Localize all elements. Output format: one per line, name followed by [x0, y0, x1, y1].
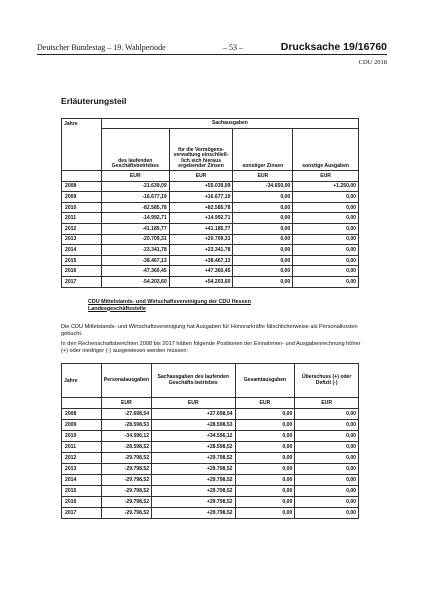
row-value-c: 0,00 [235, 442, 295, 453]
row-value-c: 0,00 [233, 202, 293, 213]
row-year: 2013 [62, 234, 102, 245]
row-year: 2016 [62, 266, 102, 277]
row-value-a: -54.203,60 [101, 276, 169, 287]
row-value-b: +47.360,45 [169, 266, 233, 277]
row-value-c: 0,00 [235, 409, 295, 420]
row-value-a: -27.698,54 [101, 409, 151, 420]
table2-unit: EUR [152, 398, 235, 409]
paragraph-rechenschaftsberichte: In den Rechenschaftsberichten 2008 bis 2017 hätten folgende Positionen der Einnahmen- und Ausgabenrechnung höher (+) oder niedriger (-) ausgewiesen werden müssen: [61, 341, 361, 354]
row-year: 2013 [62, 464, 102, 475]
row-value-a: -38.467,13 [101, 255, 169, 266]
row-value-b: +38.467,13 [169, 255, 233, 266]
header-periodical: Deutscher Bundestag – 19. Wahlperiode [37, 43, 166, 52]
row-value-d: 0,00 [295, 464, 359, 475]
row-value-a: -29.798,52 [101, 486, 151, 497]
table1-header-col-c: sonstiger Zinsen [233, 129, 293, 171]
row-value-c: -34.650,00 [233, 181, 293, 192]
table-row [62, 213, 359, 224]
row-year: 2009 [62, 192, 102, 203]
table1-unit-row [62, 171, 359, 182]
row-value-a: -14.992,71 [101, 213, 169, 224]
row-value-d: 0,00 [293, 223, 359, 234]
row-value-d: 0,00 [293, 192, 359, 203]
row-value-d: 0,00 [293, 276, 359, 287]
row-value-b: +28.598,53 [152, 420, 235, 431]
row-year: 2012 [62, 223, 102, 234]
table1-unit: EUR [169, 171, 233, 182]
row-value-d: 0,00 [293, 213, 359, 224]
row-value-a: -82.585,78 [101, 202, 169, 213]
row-value-b: +29.798,52 [152, 464, 235, 475]
table-sachausgaben [61, 118, 359, 288]
row-value-b: +55.039,09 [169, 181, 233, 192]
document-tag: CDU 2018 [358, 59, 387, 66]
row-value-c: 0,00 [233, 213, 293, 224]
row-value-b: +20.709,31 [169, 234, 233, 245]
row-year: 2011 [62, 213, 102, 224]
table1-unit-year [62, 171, 102, 182]
paragraph-honorarkraefte: Die CDU Mittelstands- und Wirtschaftsvereinigung hat Ausgaben für Honorarkräfte fälschlicherweise als Personalkosten gebucht. [61, 324, 358, 337]
row-value-a: -29.798,52 [101, 475, 151, 486]
row-value-d: +1.250,00 [293, 181, 359, 192]
row-value-c: 0,00 [235, 497, 295, 508]
row-value-a: -29.798,52 [101, 508, 151, 519]
document-number [281, 41, 387, 53]
row-value-b: +34.596,12 [152, 431, 235, 442]
row-value-c: 0,00 [233, 276, 293, 287]
row-year: 2008 [62, 409, 102, 420]
row-value-b: +54.203,60 [169, 276, 233, 287]
row-value-d: 0,00 [295, 508, 359, 519]
row-value-c: 0,00 [235, 475, 295, 486]
page-number: – 53 – [223, 43, 243, 52]
table-row [62, 464, 359, 475]
document-number-label: Drucksache 19/ [280, 41, 358, 53]
table-row [62, 442, 359, 453]
row-value-a: -16.677,19 [101, 192, 169, 203]
table1-unit: EUR [293, 171, 359, 182]
row-value-a: -28.598,52 [101, 442, 151, 453]
table1-header-col-b: für die Vermögens-verwaltung einschließ-lich sich hieraus ergebender Zinsen [169, 129, 233, 171]
row-value-c: 0,00 [233, 192, 293, 203]
header-rule [37, 54, 387, 55]
row-year: 2009 [62, 420, 102, 431]
row-value-b: +27.698,54 [152, 409, 235, 420]
table-row [62, 276, 359, 287]
table2-unit: EUR [235, 398, 295, 409]
table-row [62, 497, 359, 508]
table-row [62, 475, 359, 486]
row-value-d: 0,00 [295, 442, 359, 453]
row-value-c: 0,00 [233, 234, 293, 245]
row-value-d: 0,00 [293, 234, 359, 245]
table1-body [62, 181, 359, 287]
table2-header-col-b: Sachausgaben des laufenden Geschäfts-betriebes [152, 364, 235, 398]
table2-unit: EUR [101, 398, 151, 409]
row-year: 2012 [62, 453, 102, 464]
row-value-d: 0,00 [293, 255, 359, 266]
row-value-d: 0,00 [293, 202, 359, 213]
table-row [62, 181, 359, 192]
table-row [62, 486, 359, 497]
table2-header-col-c: Gesamtausgaben [235, 364, 295, 398]
table-row [62, 453, 359, 464]
row-value-d: 0,00 [295, 497, 359, 508]
row-value-c: 0,00 [233, 266, 293, 277]
row-value-a: -23.341,78 [101, 245, 169, 256]
table-row [62, 192, 359, 203]
row-value-d: 0,00 [295, 453, 359, 464]
row-value-d: 0,00 [295, 431, 359, 442]
row-value-d: 0,00 [295, 475, 359, 486]
row-value-c: 0,00 [235, 431, 295, 442]
row-value-b: +41.185,77 [169, 223, 233, 234]
table2-header-col-a: Personalausgaben [101, 364, 151, 398]
row-value-a: -28.598,53 [101, 420, 151, 431]
table-row [62, 508, 359, 519]
row-value-a: -34.596,12 [101, 431, 151, 442]
row-year: 2010 [62, 431, 102, 442]
row-value-c: 0,00 [235, 420, 295, 431]
row-value-a: -29.798,52 [101, 464, 151, 475]
table-row [62, 409, 359, 420]
table-row [62, 234, 359, 245]
row-value-c: 0,00 [233, 255, 293, 266]
subheading-line-2: Landesgeschäftsstelle [88, 305, 146, 312]
row-value-b: +23.341,78 [169, 245, 233, 256]
row-value-a: -21.639,09 [101, 181, 169, 192]
table2-unit-year [62, 398, 102, 409]
row-value-b: +29.798,52 [152, 486, 235, 497]
table-row [62, 255, 359, 266]
row-year: 2017 [62, 276, 102, 287]
row-value-a: -29.798,52 [101, 497, 151, 508]
row-value-b: +29.798,52 [152, 475, 235, 486]
row-value-d: 0,00 [295, 409, 359, 420]
row-value-c: 0,00 [235, 486, 295, 497]
table2-header-year: Jahre [62, 364, 102, 398]
row-value-d: 0,00 [293, 266, 359, 277]
row-year: 2015 [62, 486, 102, 497]
table-row [62, 266, 359, 277]
subheading-line-1: CDU Mittelstands- und Wirtschaftsvereinigung der CDU Hessen [88, 299, 251, 305]
row-year: 2008 [62, 181, 102, 192]
subheading [88, 299, 251, 312]
row-value-b: +28.598,52 [152, 442, 235, 453]
row-value-b: +29.798,52 [152, 453, 235, 464]
table1-header-col-a: des laufenden Geschäftsbetriebes [101, 129, 169, 171]
row-value-d: 0,00 [295, 420, 359, 431]
table1-unit: EUR [101, 171, 169, 182]
table1-unit: EUR [233, 171, 293, 182]
table2-unit-row [62, 398, 359, 409]
section-title: Erläuterungsteil [61, 96, 127, 106]
table-row [62, 245, 359, 256]
row-value-c: 0,00 [235, 508, 295, 519]
row-value-d: 0,00 [295, 486, 359, 497]
row-value-b: +29.798,52 [152, 508, 235, 519]
row-value-c: 0,00 [233, 223, 293, 234]
document-number-value: 16760 [357, 41, 387, 53]
table-personalausgaben [61, 363, 359, 519]
row-value-a: -41.185,77 [101, 223, 169, 234]
row-value-a: -20.709,31 [101, 234, 169, 245]
row-year: 2014 [62, 245, 102, 256]
row-value-b: +16.677,19 [169, 192, 233, 203]
table2-unit: EUR [295, 398, 359, 409]
row-year: 2015 [62, 255, 102, 266]
table2-header-col-d: Überschuss (+) oder Defizit (-) [295, 364, 359, 398]
row-year: 2010 [62, 202, 102, 213]
row-value-b: +82.585,78 [169, 202, 233, 213]
row-value-c: 0,00 [233, 245, 293, 256]
row-year: 2014 [62, 475, 102, 486]
table-row [62, 420, 359, 431]
row-value-c: 0,00 [235, 464, 295, 475]
table1-header-year: Jahre [62, 119, 102, 171]
table1-group-header: Sachausgaben [101, 119, 358, 129]
row-value-b: +14.992,71 [169, 213, 233, 224]
page-header [37, 39, 387, 53]
row-value-a: -47.360,45 [101, 266, 169, 277]
row-value-d: 0,00 [293, 245, 359, 256]
row-value-b: +29.798,52 [152, 497, 235, 508]
row-value-c: 0,00 [235, 453, 295, 464]
row-year: 2016 [62, 497, 102, 508]
table-row [62, 223, 359, 234]
table-row [62, 202, 359, 213]
table1-header-col-d: sonstige Ausgaben [293, 129, 359, 171]
table2-body [62, 409, 359, 519]
row-value-a: -29.798,52 [101, 453, 151, 464]
row-year: 2011 [62, 442, 102, 453]
table-row [62, 431, 359, 442]
row-year: 2017 [62, 508, 102, 519]
